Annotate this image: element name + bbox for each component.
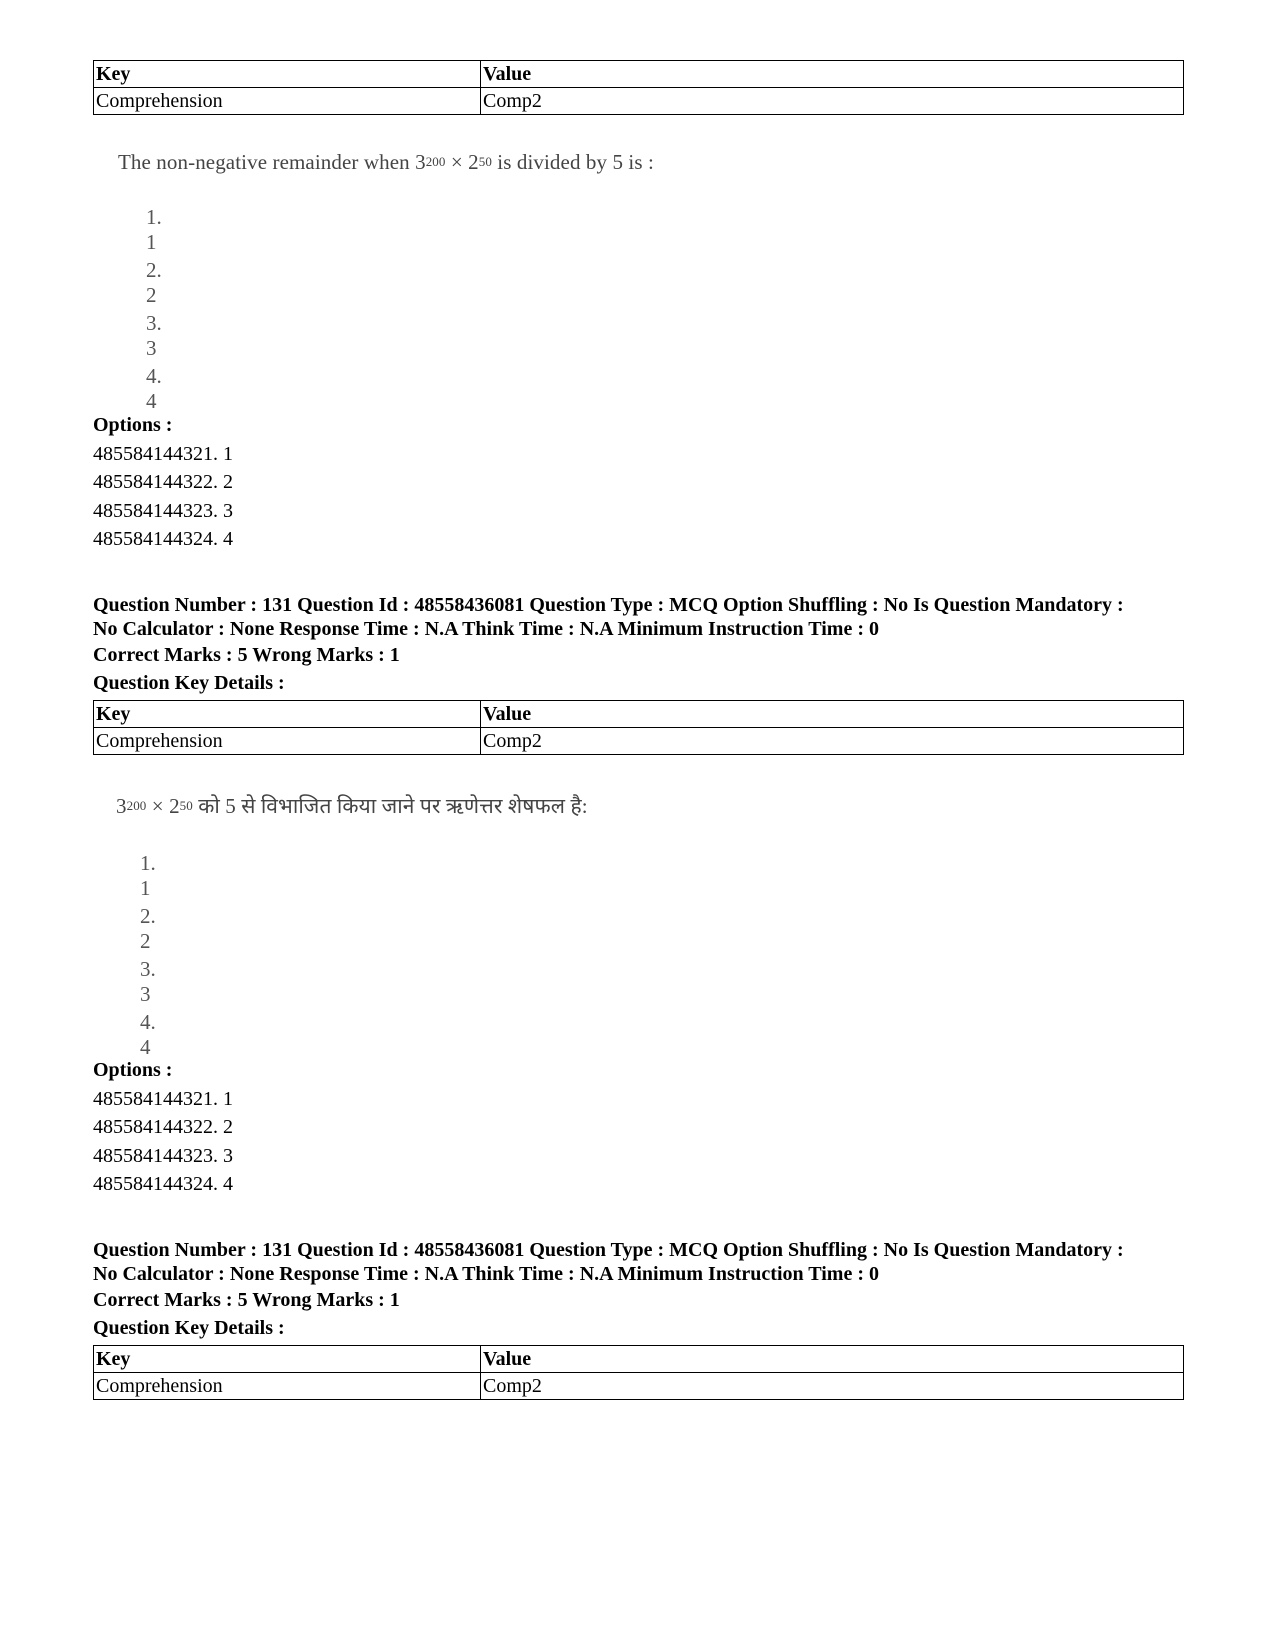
table-header-value: Value xyxy=(481,61,1184,88)
table-cell-key: Comprehension xyxy=(94,1373,481,1400)
table-row xyxy=(94,88,1184,115)
question-meta xyxy=(93,593,1193,641)
option-item: 485584144324. 4 xyxy=(93,1173,233,1195)
question-text-english: The non-negative remainder when $3^{200} \times 2^{50}$ is divided by 5 is : xyxy=(118,150,654,174)
table-row xyxy=(94,1373,1184,1400)
table-header-row xyxy=(94,61,1184,88)
question-option: 4. 4 xyxy=(146,364,162,413)
question-option: 2. 2 xyxy=(140,904,156,953)
option-item: 485584144324. 4 xyxy=(93,528,233,550)
question-key-details-title: Question Key Details : xyxy=(93,1317,285,1339)
table-cell-value: Comp2 xyxy=(481,1373,1184,1400)
question-option: 1. 1 xyxy=(140,851,156,900)
option-item: 485584144321. 1 xyxy=(93,1088,233,1110)
question-option: 4. 4 xyxy=(140,1010,156,1059)
question-option: 2. 2 xyxy=(146,258,162,307)
table-cell-value: Comp2 xyxy=(481,728,1184,755)
table-row xyxy=(94,728,1184,755)
key-value-table xyxy=(93,60,1184,115)
option-item: 485584144323. 3 xyxy=(93,1145,233,1167)
table-header-key: Key xyxy=(94,701,481,728)
option-item: 485584144322. 2 xyxy=(93,471,233,493)
question-meta-line1: Question Number : 131 Question Id : 48558436081 Question Type : MCQ Option Shuffling : No Is Question Mandatory : xyxy=(93,594,1124,616)
options-title: Options : xyxy=(93,414,173,436)
table-header-value: Value xyxy=(481,1346,1184,1373)
question-option: 1. 1 xyxy=(146,205,162,254)
key-value-table xyxy=(93,700,1184,755)
table-header-key: Key xyxy=(94,1346,481,1373)
option-item: 485584144323. 3 xyxy=(93,500,233,522)
question-option: 3. 3 xyxy=(140,957,156,1006)
table-header-row xyxy=(94,701,1184,728)
question-meta-line1: Question Number : 131 Question Id : 48558436081 Question Type : MCQ Option Shuffling : No Is Question Mandatory : xyxy=(93,1239,1124,1261)
options-title: Options : xyxy=(93,1059,173,1081)
table-header-value: Value xyxy=(481,701,1184,728)
key-value-table xyxy=(93,1345,1184,1400)
question-marks: Correct Marks : 5 Wrong Marks : 1 xyxy=(93,1289,400,1311)
table-header-key: Key xyxy=(94,61,481,88)
question-marks: Correct Marks : 5 Wrong Marks : 1 xyxy=(93,644,400,666)
question-text-hindi: $3^{200} \times 2^{50}$ को 5 से विभाजित किया जाने पर ऋणेत्तर शेषफल है: xyxy=(116,794,588,818)
question-meta xyxy=(93,1238,1193,1286)
option-item: 485584144321. 1 xyxy=(93,443,233,465)
table-cell-key: Comprehension xyxy=(94,88,481,115)
table-cell-value: Comp2 xyxy=(481,88,1184,115)
question-option: 3. 3 xyxy=(146,311,162,360)
table-cell-key: Comprehension xyxy=(94,728,481,755)
question-meta-line2: No Calculator : None Response Time : N.A Think Time : N.A Minimum Instruction Time : 0 xyxy=(93,1263,879,1285)
option-item: 485584144322. 2 xyxy=(93,1116,233,1138)
question-key-details-title: Question Key Details : xyxy=(93,672,285,694)
table-header-row xyxy=(94,1346,1184,1373)
question-meta-line2: No Calculator : None Response Time : N.A Think Time : N.A Minimum Instruction Time : 0 xyxy=(93,618,879,640)
